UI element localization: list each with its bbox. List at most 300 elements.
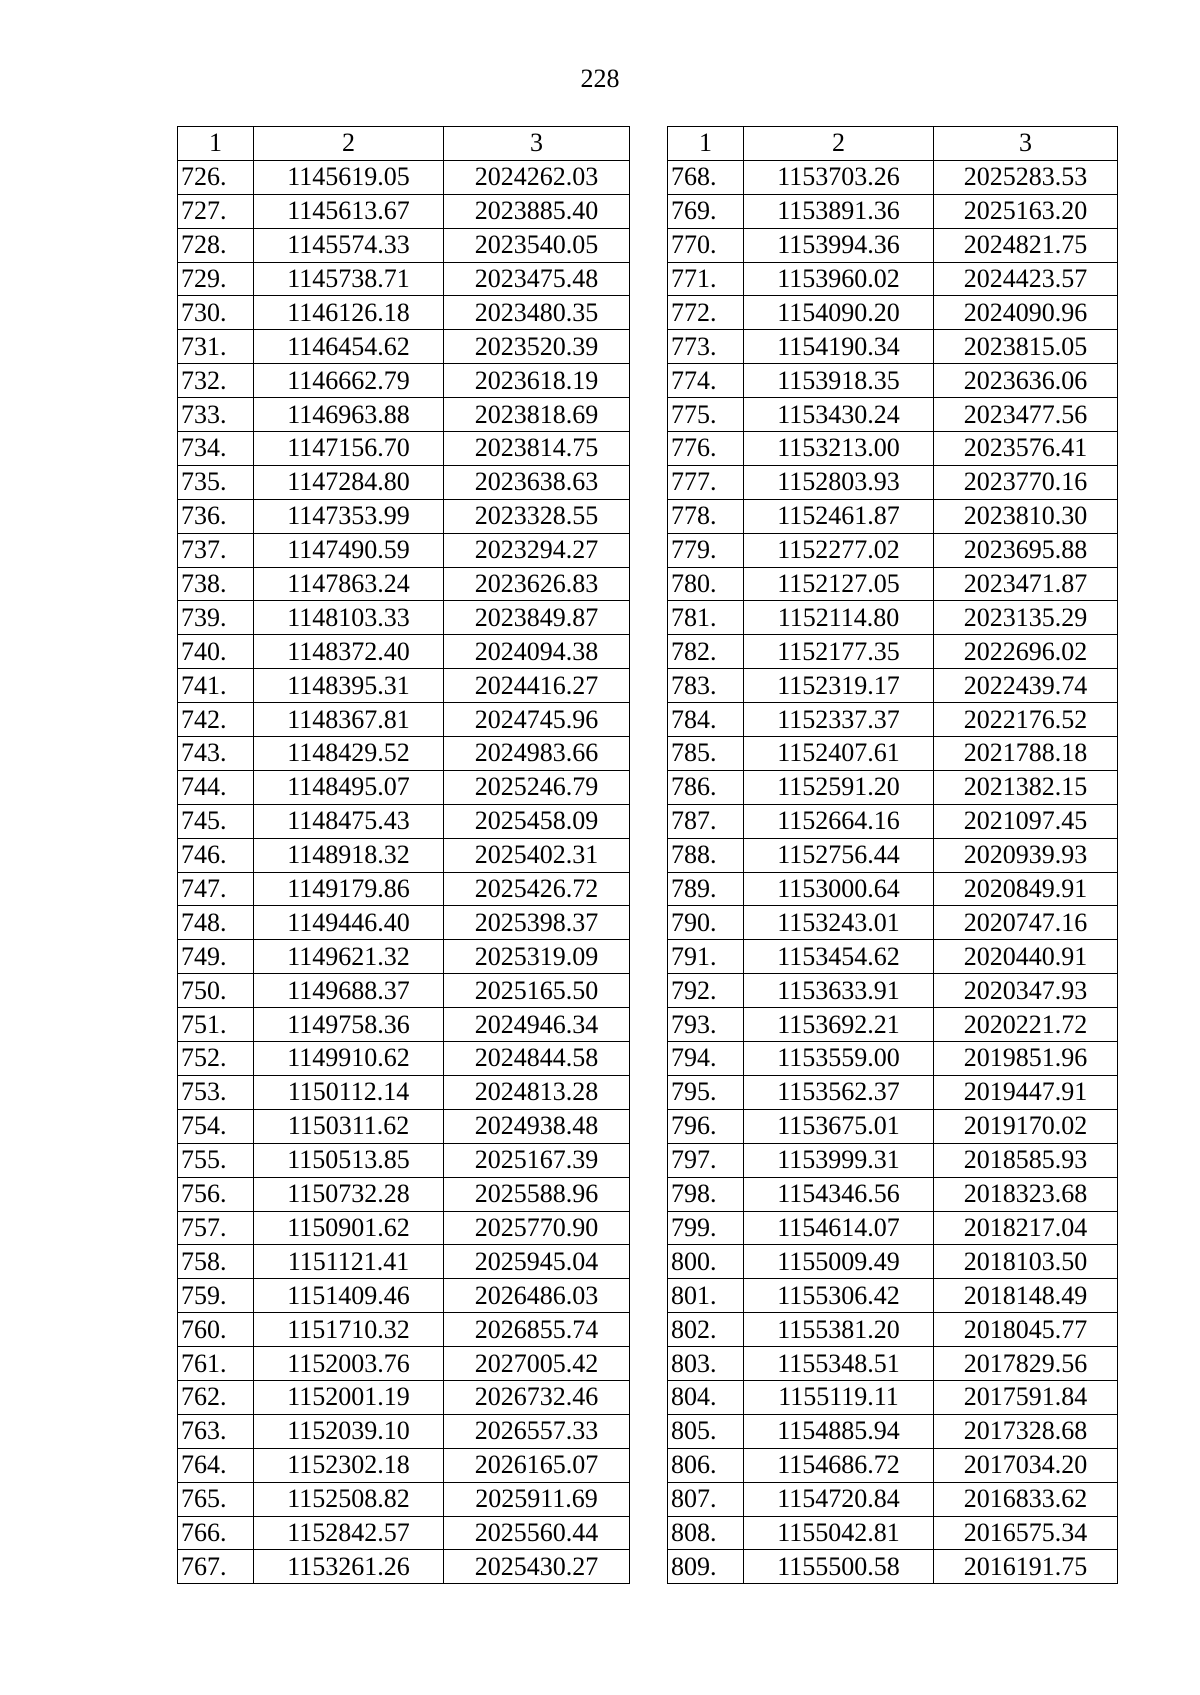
cell-coordinate-x: 1152756.44 — [744, 838, 934, 872]
table-row — [668, 228, 1118, 262]
table-row — [668, 974, 1118, 1008]
cell-coordinate-x: 1153999.31 — [744, 1143, 934, 1177]
table-header-row — [178, 127, 630, 161]
cell-coordinate-x: 1153994.36 — [744, 228, 934, 262]
cell-coordinate-y: 2023636.06 — [934, 364, 1118, 398]
table-row — [668, 1075, 1118, 1109]
cell-coordinate-x: 1149621.32 — [254, 940, 444, 974]
table-row — [178, 1177, 630, 1211]
cell-coordinate-x: 1148918.32 — [254, 838, 444, 872]
cell-point-number: 780. — [668, 567, 744, 601]
cell-coordinate-x: 1152803.93 — [744, 465, 934, 499]
cell-coordinate-y: 2025430.27 — [444, 1550, 630, 1584]
cell-point-number: 736. — [178, 499, 254, 533]
cell-point-number: 727. — [178, 194, 254, 228]
cell-coordinate-y: 2025911.69 — [444, 1482, 630, 1516]
cell-coordinate-x: 1152591.20 — [744, 770, 934, 804]
cell-coordinate-x: 1152127.05 — [744, 567, 934, 601]
cell-coordinate-y: 2027005.42 — [444, 1347, 630, 1381]
cell-coordinate-y: 2018323.68 — [934, 1177, 1118, 1211]
cell-coordinate-y: 2023480.35 — [444, 296, 630, 330]
table-row — [668, 1550, 1118, 1584]
table-row — [178, 1347, 630, 1381]
table-row — [178, 364, 630, 398]
cell-point-number: 743. — [178, 737, 254, 771]
cell-point-number: 789. — [668, 872, 744, 906]
cell-coordinate-y: 2021788.18 — [934, 737, 1118, 771]
cell-point-number: 777. — [668, 465, 744, 499]
column-header-x: 2 — [254, 127, 444, 161]
cell-point-number: 751. — [178, 1008, 254, 1042]
cell-coordinate-x: 1153692.21 — [744, 1008, 934, 1042]
cell-coordinate-y: 2025319.09 — [444, 940, 630, 974]
cell-point-number: 730. — [178, 296, 254, 330]
table-row — [178, 262, 630, 296]
cell-point-number: 734. — [178, 432, 254, 466]
cell-coordinate-x: 1154720.84 — [744, 1482, 934, 1516]
cell-coordinate-x: 1149910.62 — [254, 1042, 444, 1076]
table-row — [178, 160, 630, 194]
cell-coordinate-x: 1148367.81 — [254, 703, 444, 737]
cell-point-number: 742. — [178, 703, 254, 737]
cell-coordinate-y: 2021097.45 — [934, 804, 1118, 838]
cell-coordinate-x: 1152114.80 — [744, 601, 934, 635]
cell-point-number: 766. — [178, 1516, 254, 1550]
table-row — [178, 737, 630, 771]
cell-coordinate-x: 1149688.37 — [254, 974, 444, 1008]
table-row — [668, 804, 1118, 838]
cell-coordinate-x: 1153562.37 — [744, 1075, 934, 1109]
cell-point-number: 795. — [668, 1075, 744, 1109]
cell-point-number: 748. — [178, 906, 254, 940]
cell-coordinate-x: 1152177.35 — [744, 635, 934, 669]
coordinates-table-left — [177, 126, 630, 1584]
cell-coordinate-y: 2025165.50 — [444, 974, 630, 1008]
cell-coordinate-x: 1155500.58 — [744, 1550, 934, 1584]
cell-point-number: 774. — [668, 364, 744, 398]
cell-coordinate-y: 2023818.69 — [444, 398, 630, 432]
table-row — [668, 262, 1118, 296]
cell-coordinate-y: 2025588.96 — [444, 1177, 630, 1211]
cell-coordinate-x: 1146963.88 — [254, 398, 444, 432]
cell-coordinate-y: 2022439.74 — [934, 669, 1118, 703]
table-row — [668, 1143, 1118, 1177]
cell-coordinate-y: 2022176.52 — [934, 703, 1118, 737]
cell-coordinate-x: 1147353.99 — [254, 499, 444, 533]
cell-coordinate-x: 1148429.52 — [254, 737, 444, 771]
column-header-x: 2 — [744, 127, 934, 161]
cell-coordinate-x: 1147284.80 — [254, 465, 444, 499]
cell-coordinate-y: 2026557.33 — [444, 1414, 630, 1448]
table-row — [668, 635, 1118, 669]
table-row — [668, 1313, 1118, 1347]
cell-coordinate-x: 1151121.41 — [254, 1245, 444, 1279]
cell-coordinate-x: 1155009.49 — [744, 1245, 934, 1279]
table-row — [178, 940, 630, 974]
cell-coordinate-x: 1151710.32 — [254, 1313, 444, 1347]
cell-point-number: 787. — [668, 804, 744, 838]
cell-coordinate-x: 1154885.94 — [744, 1414, 934, 1448]
table-row — [668, 296, 1118, 330]
cell-point-number: 792. — [668, 974, 744, 1008]
cell-coordinate-y: 2017328.68 — [934, 1414, 1118, 1448]
table-row — [668, 432, 1118, 466]
cell-coordinate-x: 1152407.61 — [744, 737, 934, 771]
table-row — [668, 194, 1118, 228]
cell-point-number: 731. — [178, 330, 254, 364]
cell-coordinate-y: 2020939.93 — [934, 838, 1118, 872]
table-row — [668, 1482, 1118, 1516]
cell-coordinate-y: 2019851.96 — [934, 1042, 1118, 1076]
table-row — [668, 567, 1118, 601]
cell-coordinate-y: 2023638.63 — [444, 465, 630, 499]
cell-point-number: 733. — [178, 398, 254, 432]
cell-coordinate-x: 1152039.10 — [254, 1414, 444, 1448]
cell-coordinate-y: 2017591.84 — [934, 1380, 1118, 1414]
cell-point-number: 798. — [668, 1177, 744, 1211]
cell-point-number: 785. — [668, 737, 744, 771]
table-row — [178, 1008, 630, 1042]
table-row — [178, 296, 630, 330]
cell-point-number: 779. — [668, 533, 744, 567]
cell-coordinate-x: 1150112.14 — [254, 1075, 444, 1109]
cell-coordinate-x: 1152277.02 — [744, 533, 934, 567]
cell-coordinate-x: 1151409.46 — [254, 1279, 444, 1313]
cell-point-number: 728. — [178, 228, 254, 262]
cell-point-number: 749. — [178, 940, 254, 974]
cell-point-number: 790. — [668, 906, 744, 940]
table-row — [668, 160, 1118, 194]
cell-point-number: 800. — [668, 1245, 744, 1279]
cell-point-number: 739. — [178, 601, 254, 635]
cell-point-number: 776. — [668, 432, 744, 466]
cell-coordinate-x: 1152842.57 — [254, 1516, 444, 1550]
cell-coordinate-y: 2020440.91 — [934, 940, 1118, 974]
cell-coordinate-x: 1152001.19 — [254, 1380, 444, 1414]
cell-point-number: 765. — [178, 1482, 254, 1516]
table-row — [178, 872, 630, 906]
cell-coordinate-y: 2023618.19 — [444, 364, 630, 398]
cell-point-number: 808. — [668, 1516, 744, 1550]
cell-coordinate-y: 2019447.91 — [934, 1075, 1118, 1109]
cell-coordinate-x: 1146662.79 — [254, 364, 444, 398]
cell-coordinate-x: 1146454.62 — [254, 330, 444, 364]
cell-point-number: 805. — [668, 1414, 744, 1448]
cell-point-number: 781. — [668, 601, 744, 635]
table-row — [668, 770, 1118, 804]
cell-coordinate-y: 2023135.29 — [934, 601, 1118, 635]
cell-point-number: 770. — [668, 228, 744, 262]
cell-coordinate-x: 1152508.82 — [254, 1482, 444, 1516]
cell-coordinate-y: 2024983.66 — [444, 737, 630, 771]
cell-point-number: 791. — [668, 940, 744, 974]
cell-point-number: 760. — [178, 1313, 254, 1347]
table-row — [178, 669, 630, 703]
cell-point-number: 773. — [668, 330, 744, 364]
table-row — [668, 1380, 1118, 1414]
cell-coordinate-y: 2021382.15 — [934, 770, 1118, 804]
cell-coordinate-x: 1152302.18 — [254, 1448, 444, 1482]
cell-point-number: 729. — [178, 262, 254, 296]
cell-coordinate-x: 1153261.26 — [254, 1550, 444, 1584]
cell-point-number: 778. — [668, 499, 744, 533]
cell-coordinate-x: 1153213.00 — [744, 432, 934, 466]
table-row — [668, 499, 1118, 533]
cell-coordinate-x: 1145574.33 — [254, 228, 444, 262]
cell-coordinate-x: 1150732.28 — [254, 1177, 444, 1211]
column-header-y: 3 — [444, 127, 630, 161]
cell-coordinate-y: 2024946.34 — [444, 1008, 630, 1042]
table-row — [668, 872, 1118, 906]
cell-coordinate-x: 1146126.18 — [254, 296, 444, 330]
cell-point-number: 763. — [178, 1414, 254, 1448]
cell-point-number: 741. — [178, 669, 254, 703]
cell-point-number: 762. — [178, 1380, 254, 1414]
cell-coordinate-y: 2023849.87 — [444, 601, 630, 635]
cell-coordinate-y: 2025283.53 — [934, 160, 1118, 194]
cell-coordinate-y: 2024090.96 — [934, 296, 1118, 330]
cell-coordinate-y: 2023471.87 — [934, 567, 1118, 601]
table-row — [178, 1109, 630, 1143]
cell-point-number: 759. — [178, 1279, 254, 1313]
cell-point-number: 740. — [178, 635, 254, 669]
cell-coordinate-y: 2026165.07 — [444, 1448, 630, 1482]
cell-coordinate-x: 1154614.07 — [744, 1211, 934, 1245]
cell-point-number: 796. — [668, 1109, 744, 1143]
cell-point-number: 771. — [668, 262, 744, 296]
cell-coordinate-y: 2026732.46 — [444, 1380, 630, 1414]
cell-point-number: 755. — [178, 1143, 254, 1177]
cell-coordinate-y: 2018148.49 — [934, 1279, 1118, 1313]
table-row — [178, 1042, 630, 1076]
table-row — [178, 601, 630, 635]
cell-coordinate-y: 2026855.74 — [444, 1313, 630, 1347]
table-row — [178, 1482, 630, 1516]
cell-point-number: 767. — [178, 1550, 254, 1584]
cell-coordinate-x: 1154090.20 — [744, 296, 934, 330]
table-row — [668, 533, 1118, 567]
cell-coordinate-x: 1153454.62 — [744, 940, 934, 974]
table-row — [178, 1245, 630, 1279]
cell-coordinate-x: 1153960.02 — [744, 262, 934, 296]
cell-coordinate-x: 1154190.34 — [744, 330, 934, 364]
table-row — [668, 1177, 1118, 1211]
column-header-number: 1 — [668, 127, 744, 161]
cell-point-number: 807. — [668, 1482, 744, 1516]
table-row — [668, 1516, 1118, 1550]
cell-coordinate-y: 2024745.96 — [444, 703, 630, 737]
cell-coordinate-y: 2023540.05 — [444, 228, 630, 262]
cell-point-number: 783. — [668, 669, 744, 703]
cell-coordinate-x: 1152003.76 — [254, 1347, 444, 1381]
cell-coordinate-y: 2018217.04 — [934, 1211, 1118, 1245]
cell-coordinate-y: 2023626.83 — [444, 567, 630, 601]
cell-coordinate-y: 2025770.90 — [444, 1211, 630, 1245]
cell-coordinate-x: 1148475.43 — [254, 804, 444, 838]
cell-point-number: 806. — [668, 1448, 744, 1482]
cell-coordinate-y: 2016575.34 — [934, 1516, 1118, 1550]
table-row — [178, 330, 630, 364]
cell-coordinate-x: 1148372.40 — [254, 635, 444, 669]
cell-point-number: 799. — [668, 1211, 744, 1245]
cell-coordinate-y: 2023815.05 — [934, 330, 1118, 364]
cell-coordinate-x: 1152319.17 — [744, 669, 934, 703]
table-row — [178, 499, 630, 533]
cell-coordinate-y: 2023814.75 — [444, 432, 630, 466]
cell-coordinate-x: 1148395.31 — [254, 669, 444, 703]
table-row — [178, 1380, 630, 1414]
table-row — [178, 1143, 630, 1177]
cell-point-number: 754. — [178, 1109, 254, 1143]
table-row — [668, 1008, 1118, 1042]
table-row — [668, 601, 1118, 635]
cell-coordinate-x: 1145738.71 — [254, 262, 444, 296]
table-header-row — [668, 127, 1118, 161]
cell-point-number: 757. — [178, 1211, 254, 1245]
cell-coordinate-y: 2023695.88 — [934, 533, 1118, 567]
cell-point-number: 737. — [178, 533, 254, 567]
cell-coordinate-y: 2020221.72 — [934, 1008, 1118, 1042]
table-row — [668, 1414, 1118, 1448]
cell-coordinate-x: 1155381.20 — [744, 1313, 934, 1347]
coordinates-table-right — [667, 126, 1118, 1584]
cell-point-number: 768. — [668, 160, 744, 194]
cell-coordinate-x: 1147156.70 — [254, 432, 444, 466]
page-number: 228 — [580, 64, 620, 93]
column-header-y: 3 — [934, 127, 1118, 161]
cell-coordinate-y: 2018103.50 — [934, 1245, 1118, 1279]
cell-coordinate-y: 2023520.39 — [444, 330, 630, 364]
cell-coordinate-x: 1153559.00 — [744, 1042, 934, 1076]
cell-coordinate-y: 2022696.02 — [934, 635, 1118, 669]
cell-coordinate-y: 2016191.75 — [934, 1550, 1118, 1584]
cell-coordinate-y: 2023885.40 — [444, 194, 630, 228]
cell-coordinate-x: 1148495.07 — [254, 770, 444, 804]
cell-coordinate-y: 2024821.75 — [934, 228, 1118, 262]
table-row — [178, 1516, 630, 1550]
table-row — [668, 465, 1118, 499]
table-row — [668, 1042, 1118, 1076]
cell-point-number: 758. — [178, 1245, 254, 1279]
table-row — [668, 940, 1118, 974]
cell-point-number: 794. — [668, 1042, 744, 1076]
cell-coordinate-y: 2024844.58 — [444, 1042, 630, 1076]
cell-coordinate-x: 1153633.91 — [744, 974, 934, 1008]
cell-coordinate-y: 2019170.02 — [934, 1109, 1118, 1143]
table-row — [668, 330, 1118, 364]
cell-coordinate-y: 2024813.28 — [444, 1075, 630, 1109]
table-row — [178, 567, 630, 601]
cell-coordinate-y: 2023576.41 — [934, 432, 1118, 466]
table-row — [178, 838, 630, 872]
cell-coordinate-x: 1153891.36 — [744, 194, 934, 228]
table-row — [178, 1414, 630, 1448]
cell-coordinate-y: 2024094.38 — [444, 635, 630, 669]
table-row — [178, 635, 630, 669]
cell-coordinate-x: 1155119.11 — [744, 1380, 934, 1414]
cell-point-number: 726. — [178, 160, 254, 194]
cell-coordinate-x: 1147490.59 — [254, 533, 444, 567]
table-row — [178, 194, 630, 228]
cell-coordinate-y: 2025246.79 — [444, 770, 630, 804]
cell-coordinate-x: 1155306.42 — [744, 1279, 934, 1313]
cell-coordinate-x: 1145619.05 — [254, 160, 444, 194]
cell-point-number: 761. — [178, 1347, 254, 1381]
cell-coordinate-y: 2024262.03 — [444, 160, 630, 194]
cell-coordinate-y: 2024938.48 — [444, 1109, 630, 1143]
cell-coordinate-y: 2020347.93 — [934, 974, 1118, 1008]
table-row — [668, 1279, 1118, 1313]
cell-coordinate-y: 2026486.03 — [444, 1279, 630, 1313]
cell-coordinate-x: 1153703.26 — [744, 160, 934, 194]
table-row — [178, 533, 630, 567]
cell-coordinate-x: 1153000.64 — [744, 872, 934, 906]
cell-coordinate-y: 2025402.31 — [444, 838, 630, 872]
cell-point-number: 732. — [178, 364, 254, 398]
cell-coordinate-x: 1152337.37 — [744, 703, 934, 737]
table-row — [668, 1347, 1118, 1381]
cell-point-number: 750. — [178, 974, 254, 1008]
cell-coordinate-x: 1149179.86 — [254, 872, 444, 906]
cell-coordinate-x: 1152664.16 — [744, 804, 934, 838]
table-row — [178, 1211, 630, 1245]
table-row — [178, 703, 630, 737]
table-row — [178, 432, 630, 466]
table-row — [178, 770, 630, 804]
table-row — [668, 1211, 1118, 1245]
cell-point-number: 753. — [178, 1075, 254, 1109]
cell-coordinate-y: 2023328.55 — [444, 499, 630, 533]
table-row — [178, 1550, 630, 1584]
table-row — [178, 1313, 630, 1347]
table-row — [178, 1279, 630, 1313]
cell-coordinate-x: 1154686.72 — [744, 1448, 934, 1482]
table-row — [178, 1075, 630, 1109]
cell-coordinate-x: 1150311.62 — [254, 1109, 444, 1143]
cell-coordinate-x: 1148103.33 — [254, 601, 444, 635]
cell-coordinate-x: 1145613.67 — [254, 194, 444, 228]
cell-coordinate-y: 2025945.04 — [444, 1245, 630, 1279]
cell-coordinate-x: 1149446.40 — [254, 906, 444, 940]
cell-coordinate-y: 2024423.57 — [934, 262, 1118, 296]
cell-point-number: 809. — [668, 1550, 744, 1584]
cell-coordinate-x: 1150513.85 — [254, 1143, 444, 1177]
cell-coordinate-x: 1153430.24 — [744, 398, 934, 432]
table-row — [178, 228, 630, 262]
cell-point-number: 764. — [178, 1448, 254, 1482]
cell-coordinate-x: 1152461.87 — [744, 499, 934, 533]
cell-coordinate-x: 1153243.01 — [744, 906, 934, 940]
cell-coordinate-y: 2018585.93 — [934, 1143, 1118, 1177]
cell-coordinate-y: 2020849.91 — [934, 872, 1118, 906]
cell-coordinate-y: 2023477.56 — [934, 398, 1118, 432]
cell-point-number: 801. — [668, 1279, 744, 1313]
cell-coordinate-y: 2024416.27 — [444, 669, 630, 703]
table-row — [668, 1245, 1118, 1279]
cell-point-number: 802. — [668, 1313, 744, 1347]
cell-point-number: 746. — [178, 838, 254, 872]
cell-point-number: 735. — [178, 465, 254, 499]
column-header-number: 1 — [178, 127, 254, 161]
table-row — [668, 398, 1118, 432]
cell-coordinate-y: 2023810.30 — [934, 499, 1118, 533]
cell-point-number: 745. — [178, 804, 254, 838]
table-row — [668, 737, 1118, 771]
table-row — [178, 398, 630, 432]
cell-coordinate-y: 2018045.77 — [934, 1313, 1118, 1347]
cell-point-number: 752. — [178, 1042, 254, 1076]
cell-point-number: 793. — [668, 1008, 744, 1042]
